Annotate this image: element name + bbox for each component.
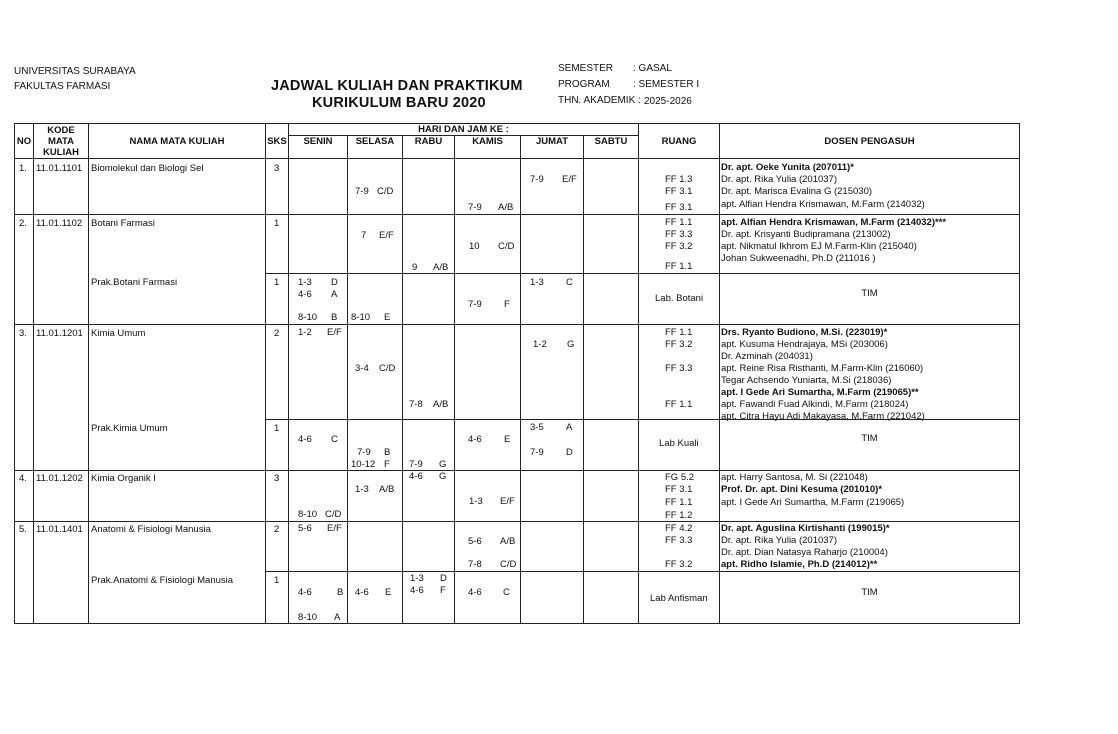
room: FF 1.1 [665,261,693,272]
col-kode-line3: KULIAH [43,146,79,158]
col-no: NO [15,124,34,159]
slot-class: F [440,585,446,596]
slot-time: 5-6 [468,536,482,547]
row-no: 3. [19,328,27,339]
row-nama: Prak.Anatomi & Fisiologi Manusia [91,574,234,586]
col-kode [34,124,89,159]
slot-time: 8-10 [298,509,318,520]
room: FF 3.3 [665,229,693,240]
row-kode: 11.01.1202 [36,473,83,484]
lecturer: Johan Sukweenadhi, Ph.D (211016 ) [721,253,876,264]
slot-time: 8-10 [298,612,318,623]
slot-time: 8-10 [298,312,318,323]
room: FF 1.3 [665,174,693,185]
slot-class: A [331,289,338,300]
lecturer: Dr. apt. Marisca Evalina G (215030) [721,186,873,197]
slot-class: E/F [327,327,342,338]
col-dosen: DOSEN PENGASUH [720,124,1020,159]
semester-label: SEMESTER [558,63,614,74]
slot-class: F [504,299,510,310]
lecturer-coordinator: apt. Ridho Islamie, Ph.D (214012)** [721,559,878,570]
lecturer: apt. Alfian Hendra Krismawan, M.Farm (214032) [721,199,925,210]
slot-time: 7-9 [468,299,482,310]
slot-class: C/D [498,241,515,252]
slot-time: 7-9 [357,447,371,458]
room: FF 1.1 [665,399,693,410]
slot-class: B [384,447,391,458]
slot-time: 10-12 [351,459,376,470]
col-nama: NAMA MATA KULIAH [89,124,266,159]
slot-class: A/B [498,202,514,213]
row-sks: 3 [274,473,280,484]
row-nama: Prak.Kimia Umum [91,422,168,434]
row-nama: Botani Farmasi [91,218,155,229]
slot-class: C [566,277,573,288]
lecturer-coordinator: Prof. Dr. apt. Dini Kesuma (201010)* [721,484,883,495]
room: FF 3.2 [665,339,693,350]
lecturer: Dr. Azminah (204031) [721,351,813,362]
slot-time: 1-2 [533,339,547,350]
col-selasa: SELASA [348,136,403,159]
slot-time: 4-6 [298,587,312,598]
room: FF 3.1 [665,484,693,495]
room: Lab. Botani [655,293,704,304]
faculty-name: FAKULTAS FARMASI [14,81,111,92]
slot-time: 7-9 [355,186,369,197]
slot-time: 1-3 [530,277,544,288]
slot-class: C/D [377,186,394,197]
slot-time: 4-6 [468,434,482,445]
slot-time: 1-3 [298,277,312,288]
program-value: : SEMESTER I [633,79,700,90]
lecturer: apt. Nikmatul Ikhrom EJ M.Farm-Klin (215040) [721,241,917,252]
slot-time: 5-6 [298,523,312,534]
lecturer: Tegar Achsendo Yuniarta, M.Si (218036) [721,375,892,386]
slot-time: 4-6 [298,289,312,300]
slot-time: 1-3 [355,484,369,495]
table-row [15,572,1020,624]
slot-class: B [331,312,338,323]
row-nama: Anatomi & Fisiologi Manusia [91,524,211,535]
slot-class: E [504,434,511,445]
table-row [15,471,1020,522]
col-kode-line1: KODE [47,124,75,136]
lecturer-coordinator: apt. Alfian Hendra Krismawan, M.Farm (214032)*** [721,217,947,228]
slot-class: F [384,459,390,470]
row-nama: Biomolekul dan Biologi Sel [91,163,204,174]
room: FF 3.3 [665,363,693,374]
slot-class: C/D [379,363,396,374]
slot-class: C [331,434,338,445]
room: FF 3.1 [665,186,693,197]
slot-class: G [439,459,447,470]
room: FF 3.2 [665,241,693,252]
slot-time: 7 [361,230,367,241]
slot-class: A [566,422,573,433]
slot-class: E/F [327,523,342,534]
table-row [15,420,1020,471]
col-hari: HARI DAN JAM KE : [289,124,639,136]
schedule-table [14,123,1020,624]
program-label: PROGRAM [558,79,610,90]
lecturer: Dr. apt. Rika Yulia (201037) [721,535,838,546]
col-sks: SKS [266,124,289,159]
lecturer-team: TIM [861,288,878,299]
slot-class: D [440,573,447,584]
row-nama: Prak.Botani Farmasi [91,276,178,288]
col-kamis: KAMIS [455,136,521,159]
slot-time: 3-5 [530,422,544,433]
table-row [15,274,1020,325]
room: FF 3.1 [665,202,693,213]
table-row [15,325,1020,420]
room: FG 5.2 [665,472,695,483]
slot-time: 4-6 [355,587,369,598]
row-sks: 1 [274,218,280,229]
row-sks: 1 [274,575,280,586]
slot-time: 10 [469,241,480,252]
slot-time: 1-3 [469,496,483,507]
slot-time: 7-9 [468,202,482,213]
room: FF 4.2 [665,523,693,534]
slot-time: 7-9 [530,174,544,185]
slot-time: 4-6 [468,587,482,598]
room: FF 1.1 [665,497,693,508]
slot-class: C [503,587,510,598]
university-name: UNIVERSITAS SURABAYA [14,66,136,77]
lecturer: Dr. apt. Rika Yulia (201037) [721,174,838,185]
row-kode: 11.01.1201 [36,328,83,339]
room: Lab Anfisman [650,593,708,604]
col-senin: SENIN [289,136,348,159]
row-no: 1. [19,163,27,174]
slot-class: B [337,587,344,598]
slot-time: 7-8 [409,399,423,410]
slot-class: E/F [562,174,577,185]
slot-class: A/B [433,399,449,410]
slot-class: D [566,447,573,458]
table-row [15,215,1020,274]
slot-time: 1-2 [298,327,312,338]
year-value: 2025-2026 [644,96,692,107]
slot-time: 9 [412,262,418,273]
slot-class: D [331,277,338,288]
lecturer: apt. Kusuma Hendrajaya, MSi (203006) [721,339,888,350]
slot-class: A/B [433,262,449,273]
lecturer-coordinator: Drs. Ryanto Budiono, M.Si. (223019)* [721,327,888,338]
row-nama: Kimia Umum [91,328,146,339]
lecturer: apt. I Gede Ari Sumartha, M.Farm (219065) [721,497,905,508]
slot-time: 1-3 [410,573,424,584]
slot-class: G [439,471,447,482]
slot-class: E [385,587,392,598]
lecturer: apt. Harry Santosa, M. Si (221048) [721,472,868,483]
row-sks: 1 [274,277,280,288]
lecturer: apt. Fawandi Fuad Alkindi, M.Farm (218024) [721,399,909,410]
row-nama: Kimia Organik I [91,473,156,484]
col-kode-line2: MATA [47,135,75,147]
slot-time: 4-6 [410,585,424,596]
page-subtitle: KURIKULUM BARU 2020 [312,95,486,111]
row-kode: 11.01.1102 [36,218,83,229]
room: FF 3.3 [665,535,693,546]
slot-class: E/F [379,230,394,241]
col-rabu: RABU [403,136,455,159]
lecturer: apt. Reine Risa Risthanti, M.Farm-Klin (216060) [721,363,924,374]
lecturer-coordinator: Dr. apt. Oeke Yunita (207011)* [721,162,854,173]
slot-class: A [334,612,341,623]
slot-class: E/F [500,496,515,507]
col-sabtu: SABTU [584,136,639,159]
row-sks: 1 [274,423,280,434]
room: FF 1.1 [665,327,693,338]
slot-time: 4-6 [409,471,423,482]
slot-class: C/D [500,559,517,570]
slot-time: 7-9 [530,447,544,458]
semester-value: : GASAL [633,63,672,74]
slot-time: 8-10 [351,312,371,323]
row-sks: 3 [274,163,280,174]
lecturer: Dr. apt. Krisyanti Budipramana (213002) [721,229,891,240]
slot-class: E [384,312,391,323]
room: Lab Kuali [659,438,699,449]
slot-class: G [567,339,575,350]
table-row [15,522,1020,572]
lecturer: apt. Citra Hayu Adi Makayasa, M.Farm (221042) [721,411,925,422]
row-sks: 2 [274,328,280,339]
year-label: THN. AKADEMIK : [558,95,641,106]
row-sks: 2 [274,524,280,535]
room: FF 3.2 [665,559,693,570]
slot-time: 4-6 [298,434,312,445]
page-title: JADWAL KULIAH DAN PRAKTIKUM [271,78,523,94]
table-row [15,159,1020,215]
slot-class: C/D [325,509,342,520]
row-kode: 11.01.1401 [36,524,83,535]
row-no: 2. [19,218,27,229]
slot-time: 3-4 [355,363,369,374]
slot-class: A/B [379,484,395,495]
col-jumat: JUMAT [521,136,584,159]
lecturer: Dr. apt. Dian Natasya Raharjo (210004) [721,547,888,558]
slot-time: 7-8 [468,559,482,570]
room: FF 1.2 [665,510,693,521]
col-ruang: RUANG [639,124,720,159]
row-no: 5. [19,524,27,535]
lecturer-coordinator: Dr. apt. Aguslina Kirtishanti (199015)* [721,523,890,534]
slot-time: 7-9 [409,459,423,470]
lecturer-team: TIM [861,433,878,444]
row-no: 4. [19,473,27,484]
room: FF 1.1 [665,217,693,228]
lecturer-coordinator: apt. I Gede Ari Sumartha, M.Farm (219065)** [721,387,919,398]
lecturer-team: TIM [861,587,878,598]
slot-class: A/B [500,536,516,547]
row-kode: 11.01.1101 [36,163,83,174]
